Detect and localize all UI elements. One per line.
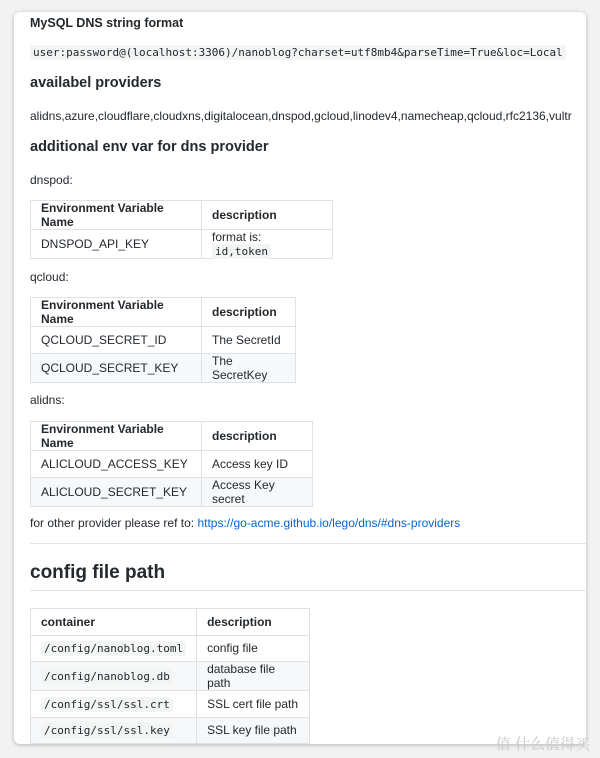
providers-list: alidns,azure,cloudflare,cloudxns,digitalocean,dnspod,gcloud,linodev4,namecheap,qcloud,rfc2136,vultr <box>30 109 572 123</box>
qcloud-label: qcloud: <box>30 270 69 284</box>
mysql-dsn-code: user:password@(localhost:3306)/nanoblog?charset=utf8mb4&parseTime=True&loc=Local <box>30 45 566 60</box>
env-desc-cell <box>202 230 333 259</box>
table-row <box>31 451 313 478</box>
watermark: 值 什么值得买 <box>495 736 590 753</box>
header-description: description <box>197 609 310 636</box>
mysql-heading: MySQL DNS string format <box>30 16 184 30</box>
table-header-row <box>31 298 296 327</box>
env-desc-cell: Access key ID <box>202 451 313 478</box>
config-path-cell <box>31 691 197 718</box>
config-desc-cell: SSL key file path <box>197 717 310 744</box>
config-desc-cell: SSL cert file path <box>197 691 310 718</box>
config-desc-cell: config file <box>197 635 310 662</box>
table-header-row <box>31 422 313 451</box>
other-provider-text: for other provider please ref to: <box>30 516 195 530</box>
env-name-cell: QCLOUD_SECRET_ID <box>31 327 202 354</box>
dnspod-table <box>30 200 333 259</box>
config-heading: config file path <box>30 562 166 583</box>
path-code: /config/nanoblog.db <box>41 669 173 684</box>
qcloud-table <box>30 297 296 383</box>
table-header-row <box>31 201 333 230</box>
config-path-cell <box>31 662 197 691</box>
providers-heading: availabel providers <box>30 75 162 91</box>
alidns-label: alidns: <box>30 393 65 407</box>
desc-code: id,token <box>212 244 271 259</box>
env-name-cell: ALICLOUD_ACCESS_KEY <box>31 451 202 478</box>
header-container: container <box>31 609 197 636</box>
desc-prefix: format is: <box>212 230 262 244</box>
header-description: description <box>202 201 333 230</box>
env-desc-cell: The SecretId <box>202 327 296 354</box>
env-name-cell: DNSPOD_API_KEY <box>31 230 202 259</box>
table-row <box>31 477 313 506</box>
table-row <box>31 635 310 662</box>
config-desc-cell: database file path <box>197 662 310 691</box>
divider <box>30 543 586 544</box>
env-desc-cell: The SecretKey <box>202 353 296 382</box>
path-code: /config/ssl/ssl.crt <box>41 697 173 712</box>
config-table <box>30 608 310 744</box>
header-env-name: Environment Variable Name <box>31 422 202 451</box>
path-code: /config/ssl/ssl.key <box>41 723 173 738</box>
header-env-name: Environment Variable Name <box>31 298 202 327</box>
config-path-cell <box>31 635 197 662</box>
env-heading: additional env var for dns provider <box>30 139 269 155</box>
other-provider-note <box>30 516 460 530</box>
table-row <box>31 662 310 691</box>
table-row <box>31 353 296 382</box>
config-path-cell <box>31 717 197 744</box>
table-row <box>31 230 333 259</box>
alidns-table <box>30 421 313 507</box>
markdown-document <box>14 12 586 744</box>
table-row <box>31 717 310 744</box>
table-header-row <box>31 609 310 636</box>
env-name-cell: QCLOUD_SECRET_KEY <box>31 353 202 382</box>
header-description: description <box>202 298 296 327</box>
header-env-name: Environment Variable Name <box>31 201 202 230</box>
table-row <box>31 327 296 354</box>
path-code: /config/nanoblog.toml <box>41 641 186 656</box>
dnspod-label: dnspod: <box>30 173 73 187</box>
table-row <box>31 691 310 718</box>
header-description: description <box>202 422 313 451</box>
heading-underline <box>30 590 586 591</box>
env-desc-cell: Access Key secret <box>202 477 313 506</box>
env-name-cell: ALICLOUD_SECRET_KEY <box>31 477 202 506</box>
mysql-dsn-block <box>30 43 566 61</box>
dns-providers-link[interactable]: https://go-acme.github.io/lego/dns/#dns-providers <box>197 516 461 530</box>
